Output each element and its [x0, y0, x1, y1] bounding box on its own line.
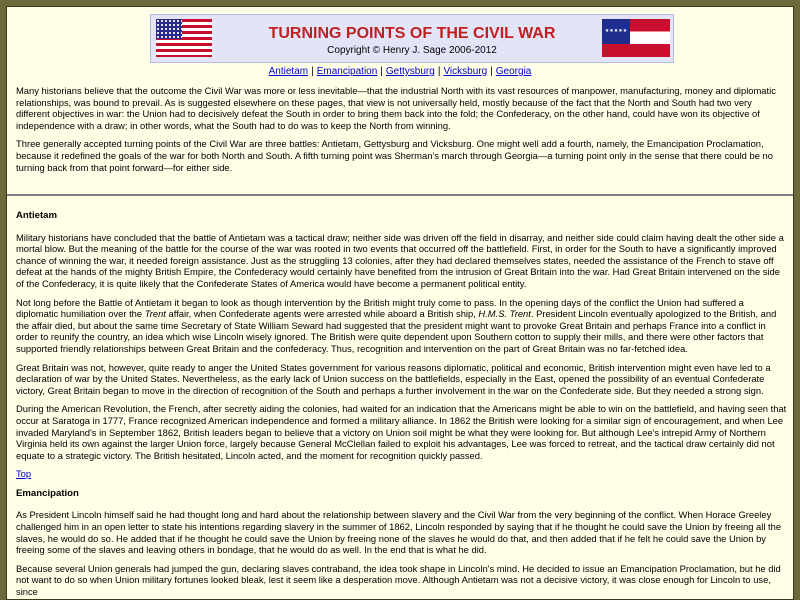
- antietam-paragraph-4: During the American Revolution, the French, after secretly aiding the colonies, had waited for an indication that the Americans might be able to win on the battlefield, and having seen that occur at Saratoga in 1777, France recognized American independence and formed a military alliance. In 1862 the British were looking for a similar sign of encouragement, and when Lee invaded Maryland's in September 1862, British leaders began to believe that a victory on Union soil might be what they were looking for. But although Lee's intrepid Army of Northern Virginia held its own against the larger Union force, largely because General McClellan failed to exploit his advantages, Lee was forced to retreat, and the tactical draw certainly did not equate to a strategic victory. The British hesitated, Lincoln acted, and the moment for recognition quickly passed.: [16, 403, 787, 461]
- section-nav: [7, 66, 793, 77]
- antietam-heading: Antietam: [16, 210, 58, 221]
- nav-separator: |: [380, 66, 383, 77]
- antietam-p2-text-a: Not long before the Battle of Antietam it began to look as though intervention by the British might truly come to pass. In the opening days of the conflict the Union had suffered a diplomatic humiliation over the: [16, 296, 744, 320]
- intro-paragraph-1: Many historians believe that the outcome the Civil War was more or less inevitable—that the industrial North with its vast resources of manpower, manufacturing, money and diplomatic relationships, was bound to prevail. As is suggested elsewhere on these pages, that view is not universally held, mostly because of the fact that the North and South had two very different objectives in war: the Union had to decisively defeat the South in order to bring them back into the fold; the Confederacy, on the other hand, could have won its objective of independence with a draw; in other words, what the South had to do was to keep the North from winning.: [16, 85, 776, 131]
- nav-link-vicksburg[interactable]: Vicksburg: [443, 66, 488, 77]
- nav-separator: |: [437, 66, 441, 77]
- page-frame: [6, 6, 794, 600]
- section-divider: [7, 194, 793, 196]
- header-banner: [150, 14, 674, 63]
- copyright-notice: Copyright © Henry J. Sage 2006-2012: [327, 45, 497, 56]
- antietam-p2-text-b: affair, when Confederate agents were arrested while aboard a British ship,: [165, 308, 479, 320]
- trent-affair-term: Trent: [144, 308, 166, 320]
- intro-paragraph-2: Three generally accepted turning points of the Civil War are three battles: Antietam, Gettysburg and Vicksburg. One might well add a fourth, namely, the Emancipation Proclamation, because it redefined the goals of the war for both North and South. A fifth turning point was Sherman's march through Georgia—a turning point only in the sense that there could be no turning back from that point forward—for either side.: [16, 138, 773, 173]
- hms-trent-term: H.M.S. Trent: [478, 308, 531, 320]
- antietam-paragraph-1: Military historians have concluded that the battle of Antietam was a tactical draw; neither side was driven off the field in disarray, and neither side could claim having dealt the other side a mortal blow. But the meaning of the battle for the course of the war was rooted in two events that occurred off the battlefield. First, in order for the South to have a significantly improved chance of winning the war, it needed foreign assistance. Just as the struggling 13 colonies, after they had declared themselves states, needed the assistance of the French to stave off defeat at the hands of the mighty British Empire, the Confederacy would certainly have benefited from the intrusion of Great Britain into the war. Had Great Britain intervened on the side of the Confederacy, it is quite likely that the Confederate States of America would have become a permanent political entity.: [16, 231, 784, 289]
- nav-link-gettysburg[interactable]: Gettysburg: [385, 66, 435, 77]
- nav-separator: |: [311, 66, 314, 77]
- intro-section: [16, 85, 786, 180]
- nav-link-emancipation[interactable]: Emancipation: [316, 66, 378, 77]
- emancipation-paragraph-2: Because several Union generals had jumped the gun, declaring slaves contraband, the idea took shape in Lincoln's mind. He decided to issue an Emancipation Proclamation, but he did not want to do so when Union military fortunes looked bleak, lest it seem like a desperation move. Although Antietam was not a decisive victory, it was close enough for Lincoln to use, since: [16, 562, 781, 598]
- nav-separator: |: [490, 66, 493, 77]
- page-title: TURNING POINTS OF THE CIVIL WAR: [268, 25, 556, 42]
- nav-link-antietam[interactable]: Antietam: [268, 66, 309, 77]
- antietam-paragraph-2: [16, 297, 788, 355]
- emancipation-paragraph-1: As President Lincoln himself said he had thought long and hard about the relationship between slavery and the Civil War from the very beginning of the conflict. When Horace Greeley challenged him in an open letter to state his intentions regarding slavery in the summer of 1862, Lincoln responded by saying that if he thought he could save the Union by freeing all the slaves, he would do so. He added that if he thought he could save the Union by freeing none of the slaves he would do that, and then added that if he felt he could save the Union by freeing some of the slaves and leaving others in bondage, that he would do as well. In the end that is what he did.: [16, 509, 782, 556]
- top-link[interactable]: Top: [16, 468, 32, 480]
- nav-link-georgia[interactable]: Georgia: [495, 66, 532, 77]
- antietam-paragraph-3: Great Britain was not, however, quite ready to anger the United States government for various reasons diplomatic, political and economic, British intervention might even have led to a declaration of war by the United States. Nevertheless, as the early lack of Union success on the battlefields, especially in the East, opened the possibility of an eventual Confederate victory, Great Britain began to move in the direction of recognition of the South and perhaps a further involvement in the war on the Confederate side. But they needed a strong sign.: [16, 361, 771, 396]
- confederate-flag-canton: ★★★★★: [602, 19, 630, 44]
- main-content: [16, 210, 788, 600]
- antietam-p2-text-c: . President Lincoln eventually apologized to the British, and the affair died, but about the same time Secretary of State William Seward had suggested that the president might want to provoke Great Britain and perhaps France into a conflict in order to reunify the country, an idea which wise Lincoln wisely ignored. The British were quite dependent upon Southern cotton to supply their mills, and there were other factors that supported friendly relationships between Great Britain and the confederacy. Thus, recognition and intervention on the part of Great Britain was no far-fetched idea.: [16, 308, 777, 354]
- emancipation-heading: Emancipation: [16, 487, 79, 499]
- confederate-flag-icon: [602, 19, 670, 57]
